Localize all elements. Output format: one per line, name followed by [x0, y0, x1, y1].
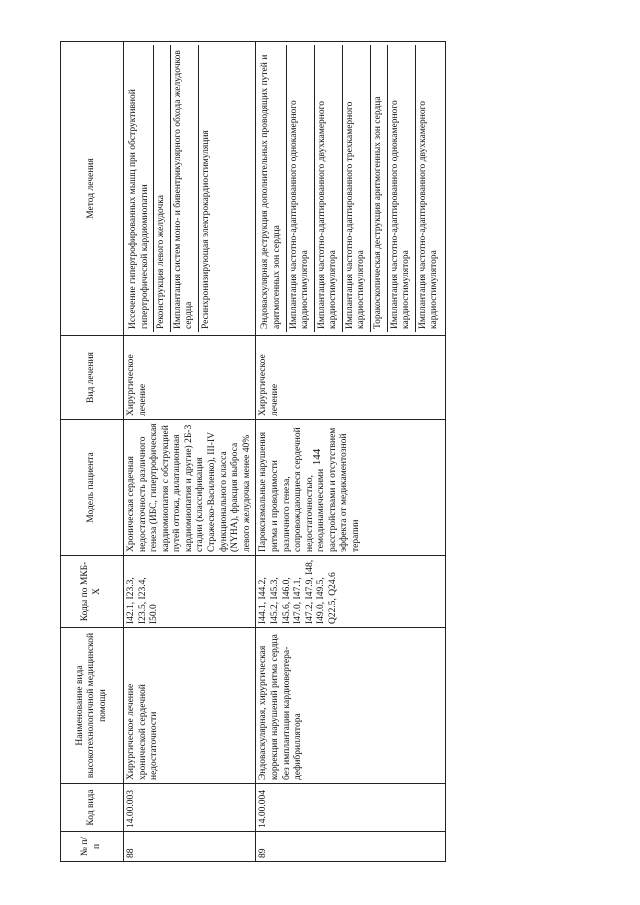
row-name: Эндоваскулярная, хирургическая коррекция нарушений ритма сердца без имплантации кардиовертера-дефибриллятора: [256, 628, 446, 784]
method-item: Имплантация частотно-адаптированного однокамерного кардиостимулятора: [388, 45, 416, 332]
method-item: Торакоскопическая деструкция аритмогенных зон сердца: [371, 45, 388, 332]
row-icd-codes: I44.1, I44.2, I45.2, I45.3, I45.6, I46.0, I47.0, I47.1, I47.2, I47.9, I48, I49.0, I49.5, Q22.5, Q24.6: [256, 556, 446, 628]
header-treatment-type: Вид лечения: [61, 336, 124, 420]
row-num: 89: [256, 832, 446, 862]
row-treatment-type: Хирургическое лечение: [256, 336, 446, 420]
row-name: Хирургическое лечение хронической сердечной недостаточности: [124, 628, 256, 784]
row-patient-model: Пароксизмальные нарушения ритма и проводимости различного генеза, сопровождающиеся сердечной недостаточностью, гемодинамическими расстройствами и отсутствием эффекта от медикаментозной терапии: [256, 420, 446, 556]
table-row: [124, 42, 256, 862]
row-methods: [124, 42, 256, 336]
method-item: Имплантация частотно-адаптированного трехкамерного кардиостимулятора: [343, 45, 371, 332]
row-kind-code: 14.00.003: [124, 784, 256, 832]
header-patient-model: Модель пациента: [61, 420, 124, 556]
row-patient-model: Хроническая сердечная недостаточность различного генеза (ИБС, гипертрофическая кардиомиопатия с обструкцией путей оттока, дилатационная кардиомиопатия и другие) 2Б-3 стадии (классификация Стражеско-Василенко), III-IV функционального класса (NYHA), фракция выброса левого желудочка менее 40%: [124, 420, 256, 556]
method-item: Имплантация частотно-адаптированного однокамерного кардиостимулятора: [287, 45, 315, 332]
header-method: Метод лечения: [61, 42, 124, 336]
row-num: 88: [124, 832, 256, 862]
row-methods: [256, 42, 446, 336]
treatment-table: [60, 41, 446, 862]
table-container: [60, 42, 580, 862]
method-item: Иссечение гипертрофированных мышц при обструктивной гипертрофической кардиомиопатии: [126, 45, 154, 332]
page-number: 144: [311, 448, 323, 466]
header-num: № п/п: [61, 832, 124, 862]
table-row: [256, 42, 446, 862]
header-icd-codes: Коды по МКБ-Х: [61, 556, 124, 628]
row-kind-code: 14.00.004: [256, 784, 446, 832]
row-icd-codes: I42.1, I23.3, I23.5, I23.4, I50.0: [124, 556, 256, 628]
header-row: [61, 42, 124, 862]
method-item: Имплантация частотно-адаптированного двухкамерного кардиостимулятора: [315, 45, 343, 332]
row-treatment-type: Хирургическое лечение: [124, 336, 256, 420]
method-item: Имплантация систем моно- и бивентрикулярного обхода желудочков сердца: [171, 45, 199, 332]
method-item: Ресинхронизирующая электрокардиостимуляция: [200, 130, 211, 329]
header-name: Наименование вида высокотехнологичной медицинской помощи: [61, 628, 124, 784]
method-item: Эндоваскулярная деструкция дополнительных проводящих путей и аритмогенных зон сердца: [258, 45, 286, 332]
method-item: Имплантация частотно-адаптированного двухкамерного кардиостимулятора: [417, 100, 440, 329]
header-kind-code: Код вида: [61, 784, 124, 832]
method-item: Реконструкция левого желудочка: [154, 45, 171, 332]
